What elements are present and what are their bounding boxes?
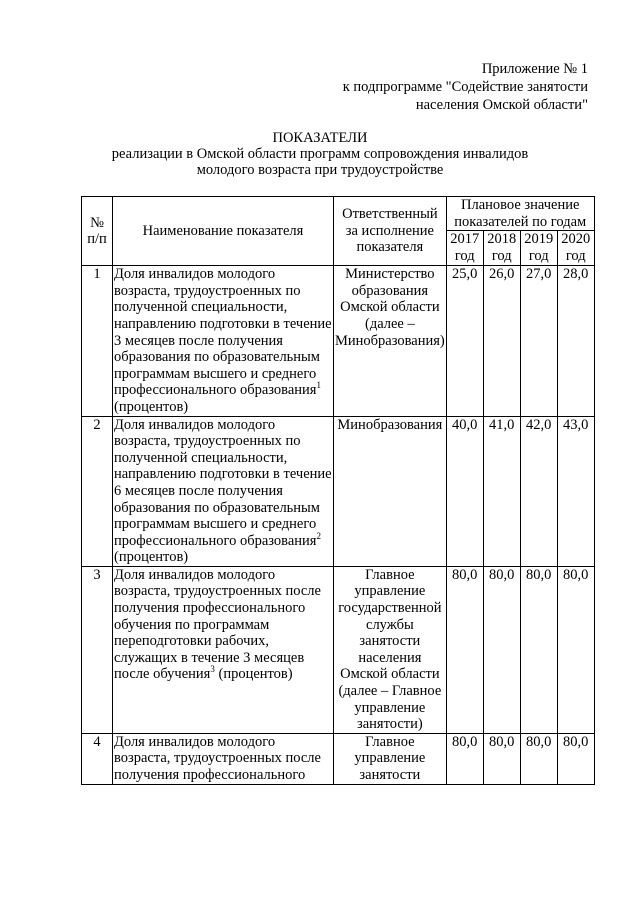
- indicator-unit: (процентов): [114, 549, 189, 566]
- indicator-name: Доля инвалидов молодого возраста, трудоустроенных после получения профессионального: [113, 733, 334, 784]
- title-sub-1: реализации в Омской области программ сопровождения инвалидов: [111, 146, 529, 162]
- title-sub-2: молодого возраста при трудоустройстве: [196, 162, 444, 178]
- value-2018: 80,0: [483, 566, 520, 733]
- indicator-unit: (процентов): [114, 398, 189, 415]
- row-number: 4: [82, 733, 113, 784]
- table-row: [82, 266, 595, 416]
- value-2020: 43,0: [557, 416, 594, 566]
- responsible-body: Минобразования: [334, 416, 447, 566]
- header-plan: Плановое значение показателей по годам: [446, 197, 594, 231]
- value-2020: 28,0: [557, 266, 594, 416]
- document-title: [0, 130, 640, 178]
- value-2017: 80,0: [446, 733, 483, 784]
- indicator-text: Доля инвалидов молодого возраста, трудоустроенных по полученной специальности, направлению подготовки в течение 3 месяцев после получения образования по образовательным программам высшего и среднего профессионального образования: [114, 266, 332, 399]
- indicator-text: Доля инвалидов молодого возраста, трудоустроенных после получения профессионального обучения по программам переподготовки рабочих, служащих в течение 3 месяцев после обучения: [114, 566, 321, 683]
- appendix-note: [343, 60, 588, 114]
- value-2020: 80,0: [557, 733, 594, 784]
- value-2020: 80,0: [557, 566, 594, 733]
- header-responsible: Ответственный за исполнение показателя: [334, 197, 447, 266]
- value-2019: 42,0: [520, 416, 557, 566]
- responsible-body: Главное управление занятости: [334, 733, 447, 784]
- responsible-body: Министерство образования Омской области (далее – Минобразования): [334, 266, 447, 416]
- value-2019: 80,0: [520, 733, 557, 784]
- value-2019: 27,0: [520, 266, 557, 416]
- value-2018: 80,0: [483, 733, 520, 784]
- header-name: Наименование показателя: [113, 197, 334, 266]
- value-2018: 26,0: [483, 266, 520, 416]
- header-year-2020: 2020 год: [557, 231, 594, 266]
- value-2019: 80,0: [520, 566, 557, 733]
- indicator-unit: (процентов): [218, 666, 293, 683]
- footnote-marker: 1: [316, 380, 321, 391]
- indicators-table: [81, 196, 595, 785]
- indicator-name: [113, 416, 334, 566]
- header-num: № п/п: [82, 197, 113, 266]
- table-row: [82, 416, 595, 566]
- indicator-text: Доля инвалидов молодого возраста, трудоустроенных по полученной специальности, направлению подготовки в течение 6 месяцев после получения образования по образовательным программам высшего и среднего профессионального образования: [114, 416, 332, 549]
- value-2017: 25,0: [446, 266, 483, 416]
- appendix-line-1: Приложение № 1: [481, 61, 588, 77]
- value-2018: 41,0: [483, 416, 520, 566]
- title-main: ПОКАЗАТЕЛИ: [272, 130, 368, 146]
- row-number: 2: [82, 416, 113, 566]
- row-number: 1: [82, 266, 113, 416]
- header-year-2018: 2018 год: [483, 231, 520, 266]
- header-row: [82, 197, 595, 231]
- responsible-body: Главное управление государственной службы занятости населения Омской области (далее – Главное управление занятости): [334, 566, 447, 733]
- value-2017: 80,0: [446, 566, 483, 733]
- appendix-line-3: населения Омской области": [415, 97, 588, 113]
- indicator-name: [113, 266, 334, 416]
- appendix-line-2: к подпрограмме "Содействие занятости: [342, 79, 588, 95]
- header-year-2019: 2019 год: [520, 231, 557, 266]
- table-row: [82, 566, 595, 733]
- footnote-marker: 3: [210, 664, 215, 675]
- indicator-name: [113, 566, 334, 733]
- footnote-marker: 2: [316, 530, 321, 541]
- row-number: 3: [82, 566, 113, 733]
- header-year-2017: 2017 год: [446, 231, 483, 266]
- value-2017: 40,0: [446, 416, 483, 566]
- table-row: [82, 733, 595, 784]
